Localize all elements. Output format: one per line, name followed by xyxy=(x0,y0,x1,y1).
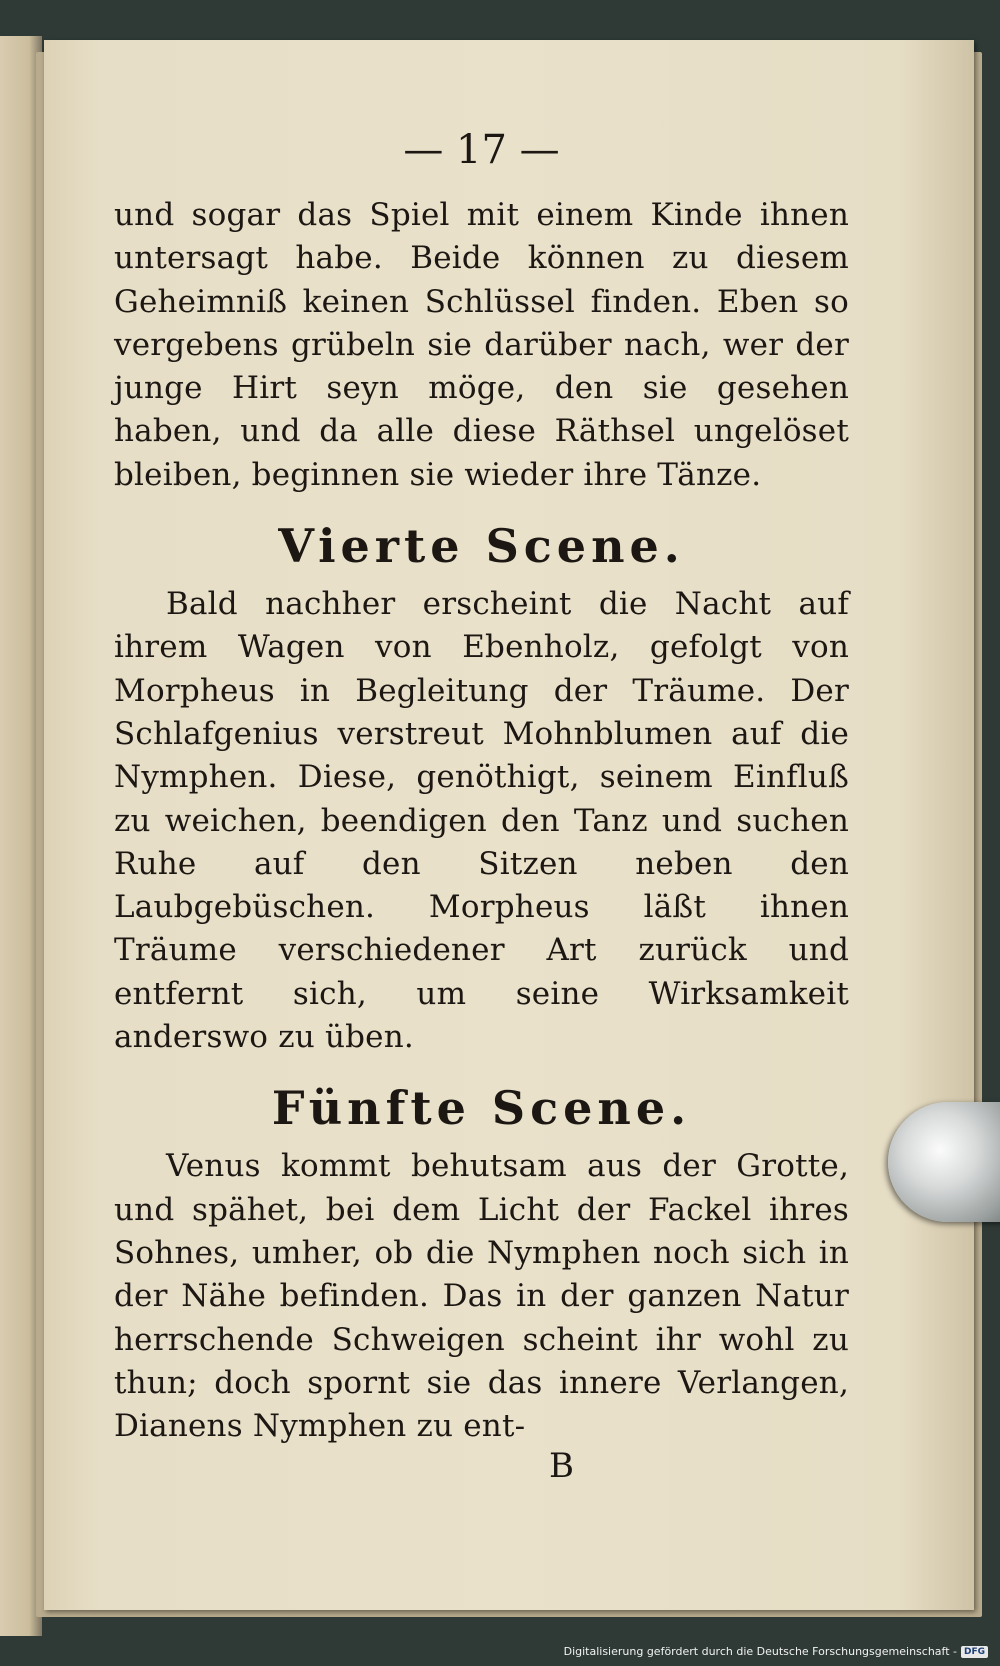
footer-credit xyxy=(564,1645,988,1658)
dfg-logo: DFG xyxy=(961,1646,988,1658)
signature-mark: B xyxy=(549,1446,574,1487)
page-text xyxy=(114,120,849,1487)
book-page xyxy=(44,40,974,1610)
scene-title-vierte: Vierte Scene. xyxy=(278,519,685,574)
footer-text: Digitalisierung gefördert durch die Deutsche Forschungsgemeinschaft - xyxy=(563,1645,957,1658)
paragraph-fuenfte-scene: Venus kommt behutsam aus der Grotte, und spähet, bei dem Licht der Fackel ihres Sohnes, umher, ob die Nymphen noch sich in der Nähe befinden. Das in der ganzen Natur herrschende Schweigen scheint ihr wohl zu thun; doch spornt sie das innere Verlangen, Dianens Nymphen zu ent- xyxy=(114,1148,849,1445)
paragraph-vierte-scene: Bald nachher erscheint die Nacht auf ihrem Wagen von Ebenholz, gefolgt von Morpheus in Begleitung der Träume. Der Schlafgenius verstreut Mohnblumen auf die Nymphen. Diese, genöthigt, seinem Einfluß zu weichen, beendigen den Tanz und suchen Ruhe auf den Sitzen neben den Laubgebüschen. Morpheus läßt ihnen Träume verschiedener Art zurück und entfernt sich, um seine Wirksamkeit anderswo zu üben. xyxy=(114,586,849,1056)
page-number: — 17 — xyxy=(403,127,560,173)
scene-title-fuenfte: Fünfte Scene. xyxy=(271,1081,692,1136)
page-clip xyxy=(888,1102,1000,1222)
paragraph-continuation: und sogar das Spiel mit einem Kinde ihnen untersagt habe. Beide können zu diesem Geheimniß keinen Schlüssel finden. Eben so vergebens grübeln sie darüber nach, wer der junge Hirt seyn möge, den sie gesehen haben, und da alle diese Räthsel ungelöset bleiben, beginnen sie wieder ihre Tänze. xyxy=(114,197,849,493)
